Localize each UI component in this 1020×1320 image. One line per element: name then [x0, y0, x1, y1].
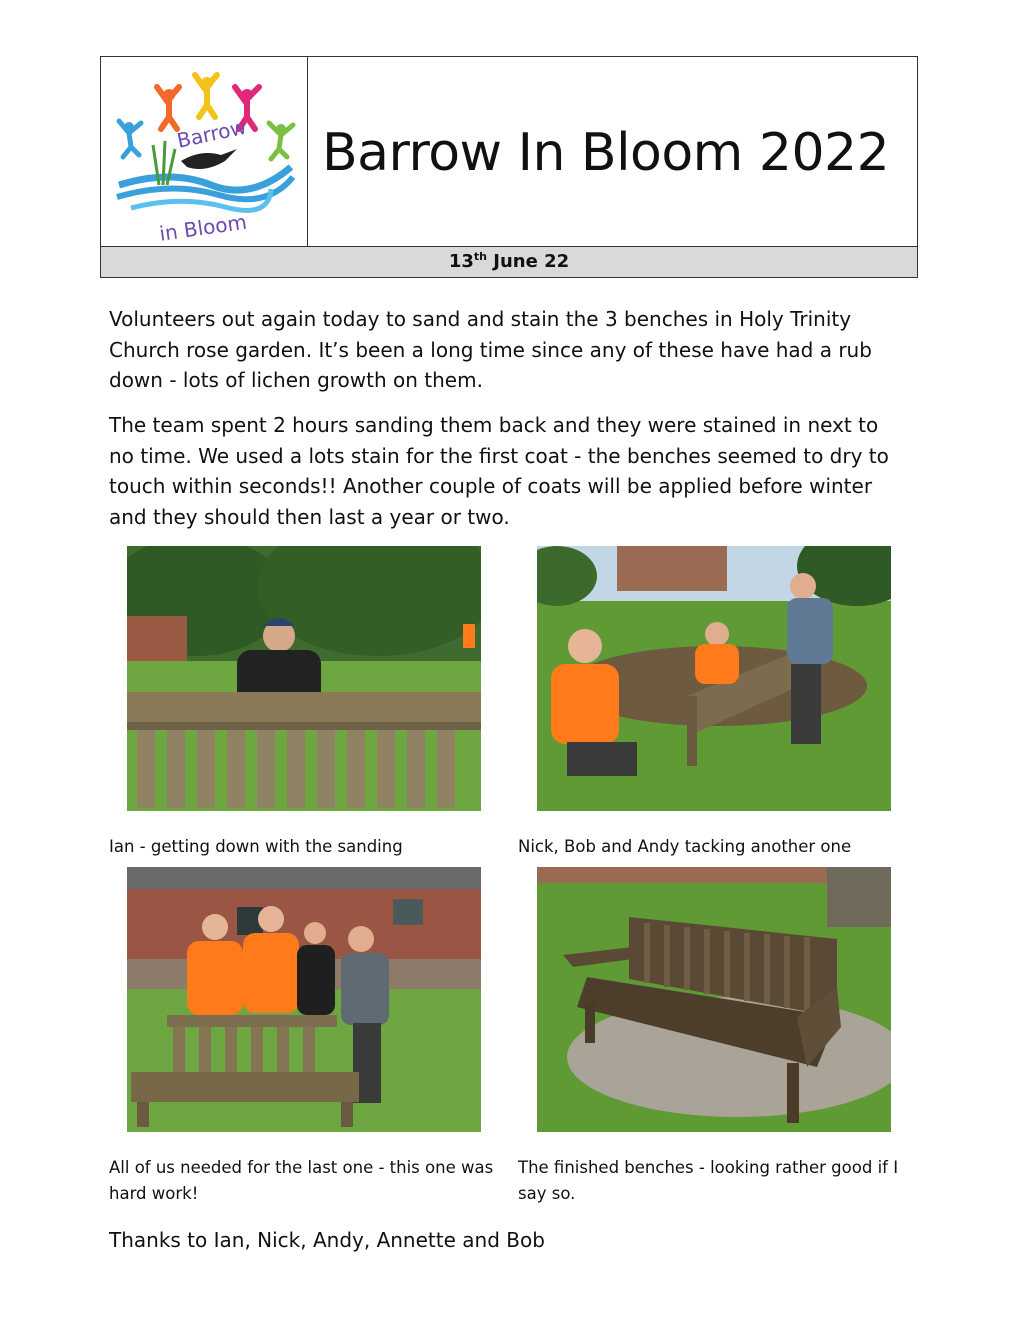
photo-ian-sanding: [127, 546, 481, 811]
caption-photo-4: The finished benches - looking rather good if I say so.: [518, 1158, 899, 1203]
date-rest: June 22: [487, 251, 570, 272]
photo-man-behind-bench-icon: [127, 546, 481, 811]
logo-text-top: Barrow: [174, 114, 249, 153]
header-box: [100, 56, 918, 278]
title-cell: [308, 57, 917, 246]
caption-photo-2: Nick, Bob and Andy tacking another one: [518, 837, 852, 856]
date-day: 13: [448, 251, 474, 272]
caption-photo-3: All of us needed for the last one - this one was hard work!: [109, 1158, 494, 1203]
caption-photo-1: Ian - getting down with the sanding: [109, 837, 403, 856]
thanks-line: Thanks to Ian, Nick, Andy, Annette and Bob: [109, 1228, 545, 1252]
page-title: Barrow In Bloom 2022: [322, 123, 890, 183]
photo-group-behind-bench-icon: [127, 867, 481, 1132]
date-bar: [101, 246, 917, 277]
photo-finished: [537, 867, 891, 1132]
photo-team-sanding: [537, 546, 891, 811]
logo-cell: [101, 57, 308, 246]
figure-orange: [157, 87, 179, 129]
date-suffix: th: [473, 250, 488, 263]
photo-three-men-sanding-bench-icon: [537, 546, 891, 811]
logo-text-bottom: in Bloom: [157, 209, 249, 246]
photo-group: [127, 867, 481, 1132]
paragraph-intro: Volunteers out again today to sand and stain the 3 benches in Holy Trinity Church rose garden. It’s been a long time since any of these have had a rub down - lots of lichen growth on them.: [109, 307, 872, 392]
photo-finished-bench-icon: [537, 867, 891, 1132]
paragraph-details: The team spent 2 hours sanding them back and they were stained in next to no time. We used a lots stain for the first coat - the benches seemed to dry to touch within seconds!! Another couple of coats will be applied before winter and they should then last a year or two.: [109, 413, 889, 529]
barrow-in-bloom-logo-icon: [101, 57, 307, 246]
